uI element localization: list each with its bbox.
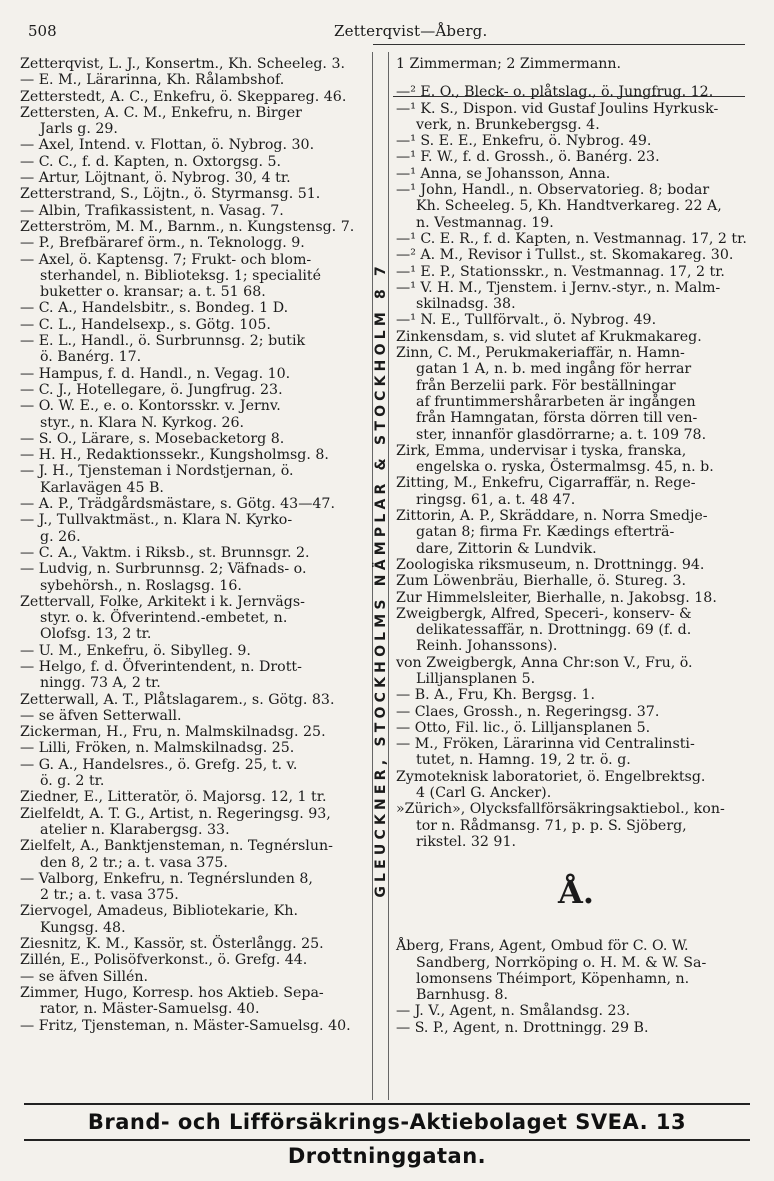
directory-entry-line: —² A. M., Revisor i Tullst., st. Skomakareg. 30. (396, 247, 734, 264)
directory-entry-line: »Zürich», Olycksfallförsäkringsaktiebol., kon- (396, 801, 725, 818)
directory-entry-line: Zickerman, H., Fru, n. Malmskilnadsg. 25. (20, 724, 326, 741)
directory-entry-line: — se äfven Setterwall. (20, 707, 182, 724)
directory-entry-line: engelska o. ryska, Östermalmsg. 45, n. b. (416, 459, 714, 476)
directory-entry-line: Olofsg. 13, 2 tr. (40, 626, 152, 643)
directory-entry-line: — J., Tullvaktmäst., n. Klara N. Kyrko- (20, 512, 293, 529)
directory-entry-line: sterhandel, n. Biblioteksg. 1; specialité (40, 267, 322, 284)
directory-entry-line: — C. A., Vaktm. i Riksb., st. Brunnsgr. 2. (20, 544, 310, 561)
directory-entry-line: —¹ John, Handl., n. Observatorieg. 8; bodar (396, 182, 710, 199)
directory-entry-line: gatan 1 A, n. b. med ingång för herrar (416, 361, 692, 378)
directory-entry-line: Zetterström, M. M., Barnm., n. Kungstensg. 7. (20, 218, 355, 235)
directory-entry-line: — J. H., Tjensteman i Nordstjernan, ö. (20, 463, 294, 480)
column-note: 1 Zimmerman; 2 Zimmermann. (396, 56, 622, 72)
directory-entry-line: —¹ C. E. R., f. d. Kapten, n. Vestmannag. 17, 2 tr. (396, 230, 747, 247)
directory-entry-line: Reinh. Johanssons). (416, 638, 558, 655)
directory-entry-line: Karlavägen 45 B. (40, 479, 164, 496)
directory-entry-line: Zoologiska riksmuseum, n. Drottningg. 94. (396, 556, 705, 573)
directory-entry-line: — Axel, ö. Kaptensg. 7; Frukt- och blom- (20, 251, 312, 268)
directory-entry-line: Zetterstrand, S., Löjtn., ö. Styrmansg. 51. (20, 186, 321, 203)
directory-entry-line: — Axel, Intend. v. Flottan, ö. Nybrog. 30. (20, 137, 315, 154)
directory-entry-line: —¹ Anna, se Johansson, Anna. (396, 165, 611, 182)
directory-entry-line: Zetterwall, A. T., Plåtslagarem., s. Götg. 83. (20, 691, 335, 708)
directory-entry-line: tutet, n. Hamng. 19, 2 tr. ö. g. (416, 752, 631, 769)
directory-entry-line: — Ludvig, n. Surbrunnsg. 2; Väfnads- o. (20, 561, 307, 578)
directory-entry-line: Kungsg. 48. (40, 919, 126, 936)
directory-entry-line: Zum Löwenbräu, Bierhalle, ö. Stureg. 3. (396, 573, 686, 590)
directory-entry-line: ö. Banérg. 17. (40, 349, 142, 366)
directory-entry-line: ster, innanför glasdörrarne; a. t. 109 78. (416, 426, 707, 443)
directory-entry-line: — P., Brefbäraref örm., n. Teknologg. 9. (20, 235, 305, 252)
directory-entry-line: — Albin, Trafikassistent, n. Vasag. 7. (20, 202, 284, 219)
directory-entry-line: Jarls g. 29. (40, 121, 118, 138)
directory-entry-line: Zettersten, A. C. M., Enkefru, n. Birger (20, 104, 302, 121)
directory-entry-line: rator, n. Mäster-Samuelsg. 40. (40, 1001, 260, 1018)
directory-entry-line: — A. P., Trädgårdsmästare, s. Götg. 43—47. (20, 496, 335, 513)
directory-entry-line: Zettervall, Folke, Arkitekt i k. Jernvägs- (20, 593, 305, 610)
directory-entry-line: — Valborg, Enkefru, n. Tegnérslunden 8, (20, 870, 313, 887)
vertical-advertisement-text: GLEUCKNER, STOCKHOLMS NÄMPLAR & STOCKHOLM 8 7 (372, 262, 389, 898)
directory-entry-line: 4 (Carl G. Ancker). (416, 785, 552, 802)
directory-entry-line: Zetterqvist, L. J., Konsertm., Kh. Scheeleg. 3. (20, 56, 345, 72)
vertical-advertisement-strip (373, 60, 388, 1100)
footer-advertisement-banner: Brand- och Lifförsäkrings-Aktiebolaget SVEA. 13 Drottninggatan. (24, 1103, 750, 1141)
directory-entry-line: — Fritz, Tjensteman, n. Mäster-Samuelsg. 40. (20, 1017, 351, 1034)
directory-entry-line: — C. L., Handelsexp., s. Götg. 105. (20, 316, 271, 333)
directory-entry-line: Sandberg, Norrköping o. H. M. & W. Sa- (416, 954, 707, 971)
directory-entry-line: ringsg. 61, a. t. 48 47. (416, 491, 576, 508)
directory-entry-line: — E. M., Lärarinna, Kh. Rålambshof. (20, 72, 285, 89)
spacer (396, 850, 756, 872)
directory-entry-line: —² E. O., Bleck- o. plåtslag., ö. Jungfrug. 12. (396, 84, 714, 101)
directory-entry-line: tor n. Rådmansg. 71, p. p. S. Sjöberg, (416, 817, 687, 834)
directory-entry-line: —¹ V. H. M., Tjenstem. i Jernv.-styr., n. Malm- (396, 279, 721, 296)
directory-entry-line: —¹ N. E., Tullförvalt., ö. Nybrog. 49. (396, 312, 657, 329)
directory-entry-line: Zweigbergk, Alfred, Speceri-, konserv- & (396, 605, 692, 622)
directory-entry-line: lomonsens Théimport, Köpenhamn, n. (416, 970, 690, 987)
spacer (396, 916, 756, 938)
directory-entry-line: sybehörsh., n. Roslagsg. 16. (40, 577, 242, 594)
directory-entry-line: — M., Fröken, Lärarinna vid Centralinsti- (396, 736, 695, 753)
directory-entry-line: den 8, 2 tr.; a. t. vasa 375. (40, 854, 228, 871)
directory-entry-line: Ziervogel, Amadeus, Bibliotekarie, Kh. (20, 903, 299, 920)
directory-entry-line: styr. o. k. Öfverintend.-embetet, n. (40, 610, 288, 627)
directory-entry-line: af fruntimmershårarbeten är ingången (416, 393, 696, 410)
directory-entry-line: — C. C., f. d. Kapten, n. Oxtorgsg. 5. (20, 153, 282, 170)
directory-entry-line: — C. A., Handelsbitr., s. Bondeg. 1 D. (20, 300, 289, 317)
directory-entry-line: — Helgo, f. d. Öfverintendent, n. Drott- (20, 658, 302, 675)
directory-entry-line: Zirk, Emma, undervisar i tyska, franska, (396, 442, 687, 459)
directory-entry-line: — Lilli, Fröken, n. Malmskilnadsg. 25. (20, 740, 295, 757)
directory-entry-line: Åberg, Frans, Agent, Ombud för C. O. W. (396, 938, 689, 955)
directory-entry-line: —¹ E. P., Stationsskr., n. Vestmannag. 17, 2 tr. (396, 263, 725, 280)
directory-entry-line: — E. L., Handl., ö. Surbrunnsg. 2; butik (20, 333, 306, 350)
directory-entry-line: ningg. 73 A, 2 tr. (40, 675, 161, 692)
directory-entry-line: Zinkensdam, s. vid slutet af Krukmakareg. (396, 328, 702, 345)
page-header (28, 22, 746, 44)
directory-entry-line: — Hampus, f. d. Handl., n. Vegag. 10. (20, 365, 291, 382)
directory-entry-line: — B. A., Fru, Kh. Bergsg. 1. (396, 687, 596, 704)
directory-entry-line: Zittorin, A. P., Skräddare, n. Norra Smedje- (396, 508, 708, 525)
directory-entry-line: atelier n. Klarabergsg. 33. (40, 821, 230, 838)
directory-entry-line: styr., n. Klara N. Kyrkog. 26. (40, 414, 245, 431)
directory-entry-line: Kh. Scheeleg. 5, Kh. Handtverkareg. 22 A, (416, 198, 722, 215)
directory-entry-line: — Artur, Löjtnant, ö. Nybrog. 30, 4 tr. (20, 170, 291, 187)
directory-entry-line: —¹ S. E. E., Enkefru, ö. Nybrog. 49. (396, 133, 652, 150)
directory-entry-line: Zetterstedt, A. C., Enkefru, ö. Skeppareg. 46. (20, 88, 347, 105)
directory-entry-line: Barnhusg. 8. (416, 987, 508, 1004)
directory-entry-line: — S. O., Lärare, s. Mosebacketorg 8. (20, 430, 285, 447)
directory-entry-line: — J. V., Agent, n. Smålandsg. 23. (396, 1003, 631, 1020)
directory-entry-line: von Zweigbergk, Anna Chr:son V., Fru, ö. (396, 654, 693, 671)
directory-entry-line: Zitting, M., Enkefru, Cigarraffär, n. Rege- (396, 475, 696, 492)
left-column-entries (20, 56, 360, 1034)
directory-entry-line: —¹ F. W., f. d. Grossh., ö. Banérg. 23. (396, 149, 660, 166)
running-title: Zetterqvist—Åberg. (334, 22, 488, 40)
directory-entry-line: Zielfelt, A., Banktjensteman, n. Tegnérslun- (20, 838, 333, 855)
header-rule (373, 44, 745, 45)
directory-entry-line: Zur Himmelsleiter, Bierhalle, n. Jakobsg. 18. (396, 589, 717, 606)
directory-entry-line: Ziesnitz, K. M., Kassör, st. Österlångg. 25. (20, 936, 324, 953)
directory-entry-line: dare, Zittorin & Lundvik. (416, 540, 597, 557)
directory-entry-line: — H. H., Redaktionssekr., Kungsholmsg. 8. (20, 447, 329, 464)
directory-entry-line: — U. M., Enkefru, ö. Sibylleg. 9. (20, 642, 251, 659)
directory-entry-line: — se äfven Sillén. (20, 968, 149, 985)
directory-entry-line: rikstel. 32 91. (416, 833, 516, 850)
directory-entry-line: — Otto, Fil. lic., ö. Lilljansplanen 5. (396, 719, 651, 736)
directory-entry-line: —¹ K. S., Dispon. vid Gustaf Joulins Hyrkusk- (396, 100, 719, 117)
directory-entry-line: Lilljansplanen 5. (416, 670, 536, 687)
directory-entry-line: — S. P., Agent, n. Drottningg. 29 B. (396, 1019, 649, 1036)
directory-entry-line: g. 26. (40, 528, 81, 545)
directory-entry-line: — G. A., Handelsres., ö. Grefg. 25, t. v. (20, 756, 298, 773)
directory-entry-line: verk, n. Brunkebergsg. 4. (416, 116, 600, 133)
directory-entry-line: Zielfeldt, A. T. G., Artist, n. Regeringsg. 93, (20, 805, 331, 822)
directory-entry-line: buketter o. kransar; a. t. 51 68. (40, 284, 266, 301)
page-number: 508 (28, 22, 57, 40)
directory-entry-line: delikatessaffär, n. Drottningg. 69 (f. d. (416, 622, 692, 639)
directory-entry-line: Zinn, C. M., Perukmakeriaffär, n. Hamn- (396, 345, 685, 362)
directory-entry-line: — C. J., Hotellegare, ö. Jungfrug. 23. (20, 381, 283, 398)
directory-entry-line: gatan 8; firma Fr. Kædings efterträ- (416, 524, 675, 541)
directory-entry-line: Zimmer, Hugo, Korresp. hos Aktieb. Sepa- (20, 984, 324, 1001)
section-letter-heading: Å. (558, 873, 594, 912)
directory-entry-line: Zillén, E., Polisöfverkonst., ö. Grefg. 44. (20, 952, 308, 969)
directory-entry-line: från Berzelii park. För beställningar (416, 377, 676, 394)
directory-entry-line: n. Vestmannag. 19. (416, 214, 554, 231)
directory-entry-line: — O. W. E., e. o. Kontorsskr. v. Jernv. (20, 398, 281, 415)
directory-entry-line: ö. g. 2 tr. (40, 773, 105, 790)
right-column-entries (396, 56, 756, 1036)
directory-entry-line: skilnadsg. 38. (416, 296, 516, 313)
directory-entry-line: från Hamngatan, första dörren till ven- (416, 410, 698, 427)
directory-entry-line: Zymoteknisk laboratoriet, ö. Engelbrektsg. (396, 768, 706, 785)
directory-entry-line: Ziedner, E., Litteratör, ö. Majorsg. 12, 1 tr. (20, 789, 327, 806)
directory-entry-line: 2 tr.; a. t. vasa 375. (40, 887, 179, 904)
directory-entry-line: — Claes, Grossh., n. Regeringsg. 37. (396, 703, 660, 720)
